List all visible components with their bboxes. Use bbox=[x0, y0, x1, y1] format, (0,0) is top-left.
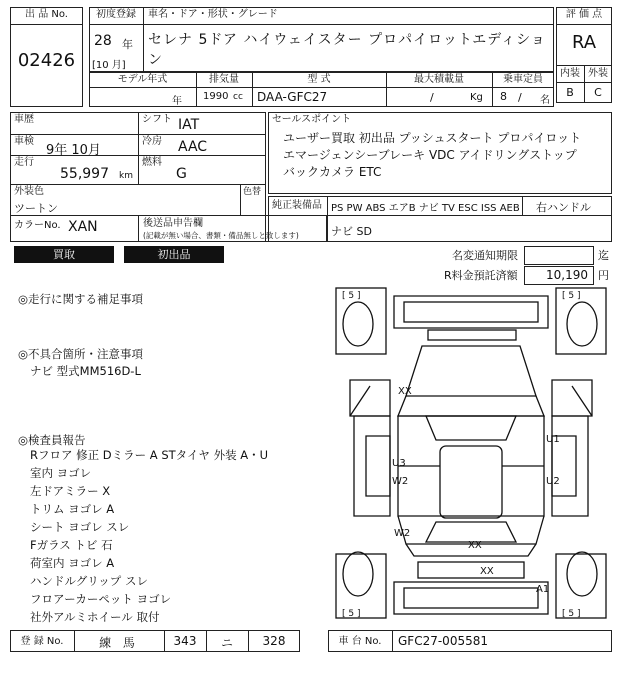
color-no-value: XAN bbox=[68, 219, 98, 235]
tire-label-rr: [ 5 ] bbox=[562, 609, 581, 619]
mark-w2-left: W2 bbox=[392, 476, 409, 487]
badge-kaitori: 買取 bbox=[14, 246, 114, 263]
type-value: DAA-GFC27 bbox=[257, 90, 328, 104]
interior-grade: B bbox=[566, 86, 574, 99]
tire-label-fr: [ 5 ] bbox=[562, 291, 581, 301]
displacement-unit: cc bbox=[233, 92, 243, 102]
displacement: 1990 bbox=[203, 91, 229, 102]
mileage-value: 55,997 bbox=[60, 166, 109, 182]
driving-label: ◎走行に関する補足事項 bbox=[18, 292, 144, 306]
model-year-label: モデル年式 bbox=[117, 74, 168, 85]
chassis-label: 車 台 No. bbox=[338, 636, 382, 647]
color-change-label: 色替 bbox=[243, 187, 262, 197]
load-label: 最大積載量 bbox=[414, 74, 464, 85]
mileage-unit: km bbox=[119, 171, 133, 181]
equipment-value: PS PW ABS エアB ナビ TV ESC ISS AEB bbox=[331, 203, 520, 214]
load-sep: / bbox=[430, 91, 434, 104]
inspector-line: Rフロア 修正 Dミラー A STタイヤ 外装 A・U bbox=[30, 448, 269, 462]
exterior-label: 外装 bbox=[588, 68, 608, 79]
reg-label: 登 録 No. bbox=[20, 636, 64, 647]
mark-xx-front-left: XX bbox=[398, 386, 412, 397]
badge-first-listing: 初出品 bbox=[124, 246, 224, 263]
shift-value: IAT bbox=[178, 117, 200, 133]
name-change-box bbox=[524, 246, 594, 265]
inspector-line: 荷室内 ヨゴレ A bbox=[30, 556, 115, 570]
tire-front-right bbox=[567, 302, 597, 346]
recycle-value: 10,190 bbox=[546, 268, 588, 282]
load-unit: Kg bbox=[470, 92, 483, 103]
car-damage-diagram bbox=[330, 286, 612, 626]
rating-value: RA bbox=[571, 32, 597, 53]
ext-color-value: ツートン bbox=[14, 202, 58, 215]
inspector-line: 室内 ヨゴレ bbox=[30, 466, 92, 480]
mark-u2: U2 bbox=[546, 476, 560, 487]
reg-area: 練 馬 bbox=[99, 636, 139, 650]
aftermarket-label: 後送品申告欄 bbox=[143, 218, 203, 229]
windshield bbox=[426, 416, 516, 440]
hood bbox=[406, 346, 536, 396]
first-reg-label: 初度登録 bbox=[96, 9, 136, 20]
inspector-line: フロアーカーペット ヨゴレ bbox=[30, 592, 172, 606]
sales-point-3: バックカメラ ETC bbox=[283, 165, 382, 179]
ac-label: 冷房 bbox=[142, 136, 162, 147]
sales-point-1: ユーザー買取 初出品 プッシュスタート プロパイロット bbox=[283, 131, 582, 145]
sales-points-label: セールスポイント bbox=[272, 114, 352, 125]
rear-bumper bbox=[418, 562, 524, 578]
car-name-label: 車名・ドア・形状・グレード bbox=[148, 9, 278, 20]
type-label: 型 式 bbox=[307, 74, 331, 85]
inspector-line: シート ヨゴレ スレ bbox=[30, 520, 130, 534]
chassis-number: GFC27-005581 bbox=[398, 634, 488, 648]
mark-u1: U1 bbox=[546, 434, 560, 445]
inspection-value: 9年 10月 bbox=[46, 143, 101, 158]
front-grille bbox=[428, 330, 516, 340]
roof bbox=[440, 446, 502, 518]
tire-rear-right bbox=[567, 552, 597, 596]
mileage-label: 走行 bbox=[14, 157, 34, 168]
capacity-unit: 名 bbox=[540, 95, 550, 106]
name-change-unit: 迄 bbox=[598, 249, 609, 262]
front-bumper bbox=[394, 296, 548, 328]
lot-label: 出 品 No. bbox=[25, 9, 68, 20]
mark-a1: A1 bbox=[536, 584, 550, 595]
mark-u3: U3 bbox=[392, 458, 406, 469]
shift-label: シフト bbox=[142, 114, 172, 125]
fuel-value: G bbox=[176, 166, 187, 182]
interior-label: 内装 bbox=[560, 68, 580, 79]
mark-xx-bumper: XX bbox=[480, 566, 494, 577]
tire-rear-left bbox=[343, 552, 373, 596]
inspector-line: トリム ヨゴレ A bbox=[30, 502, 115, 516]
aftermarket-note: (記載が無い場合、書類・備品無しと致します) bbox=[143, 231, 299, 240]
inspector-label: ◎検査員報告 bbox=[18, 433, 86, 447]
inspection-label: 車検 bbox=[14, 136, 34, 147]
inspector-line: 社外アルミホイール 取付 bbox=[30, 610, 160, 624]
capacity: 8 bbox=[500, 90, 507, 103]
model-year-unit: 年 bbox=[172, 96, 182, 107]
year-unit: 年 bbox=[122, 38, 133, 51]
ext-color-label: 外装色 bbox=[14, 186, 44, 197]
car-name: セレナ 5ドア ハイウェイスター プロパイロットエディション bbox=[148, 32, 546, 68]
mark-xx-rear: XX bbox=[468, 540, 482, 551]
history-label: 車歴 bbox=[14, 114, 34, 125]
nav-value: ナビ SD bbox=[331, 225, 372, 238]
rear-window bbox=[426, 522, 516, 542]
reg-class: 343 bbox=[173, 634, 197, 648]
recycle-label: R料金預託済額 bbox=[444, 269, 518, 282]
recycle-unit: 円 bbox=[598, 269, 609, 282]
reg-kana: ニ bbox=[220, 636, 233, 650]
defects-label: ◎不具合箇所・注意事項 bbox=[18, 347, 144, 361]
tire-label-rl: [ 5 ] bbox=[342, 609, 361, 619]
handle-value: 右ハンドル bbox=[536, 201, 591, 214]
defect-item: ナビ 型式MM516D-L bbox=[30, 364, 141, 378]
tire-front-left bbox=[343, 302, 373, 346]
first-reg-year: 28 bbox=[94, 33, 112, 49]
inspector-line: Fガラス トビ 石 bbox=[30, 538, 113, 552]
color-no-label: カラーNo. bbox=[14, 220, 61, 231]
mark-w2-rear: W2 bbox=[394, 528, 411, 539]
fuel-label: 燃料 bbox=[142, 157, 162, 168]
inspector-line: ハンドルグリップ スレ bbox=[30, 574, 148, 588]
inspector-line: 左ドアミラー X bbox=[30, 484, 111, 498]
name-change-label: 名変通知期限 bbox=[452, 249, 518, 262]
reg-number: 328 bbox=[262, 634, 286, 648]
exterior-grade: C bbox=[594, 86, 602, 99]
tire-label-fl: [ 5 ] bbox=[342, 291, 361, 301]
lot-number: 02426 bbox=[17, 50, 76, 71]
capacity-sep: / bbox=[518, 91, 522, 104]
first-reg-month: [10 月] bbox=[92, 60, 126, 71]
rating-label: 評 価 点 bbox=[565, 9, 603, 20]
equipment-label: 純正装備品 bbox=[272, 200, 322, 211]
ac-value: AAC bbox=[178, 139, 208, 155]
sales-point-2: エマージェンシーブレーキ VDC アイドリングストップ bbox=[283, 148, 577, 162]
displacement-label: 排気量 bbox=[209, 74, 239, 85]
capacity-label: 乗車定員 bbox=[503, 74, 543, 85]
